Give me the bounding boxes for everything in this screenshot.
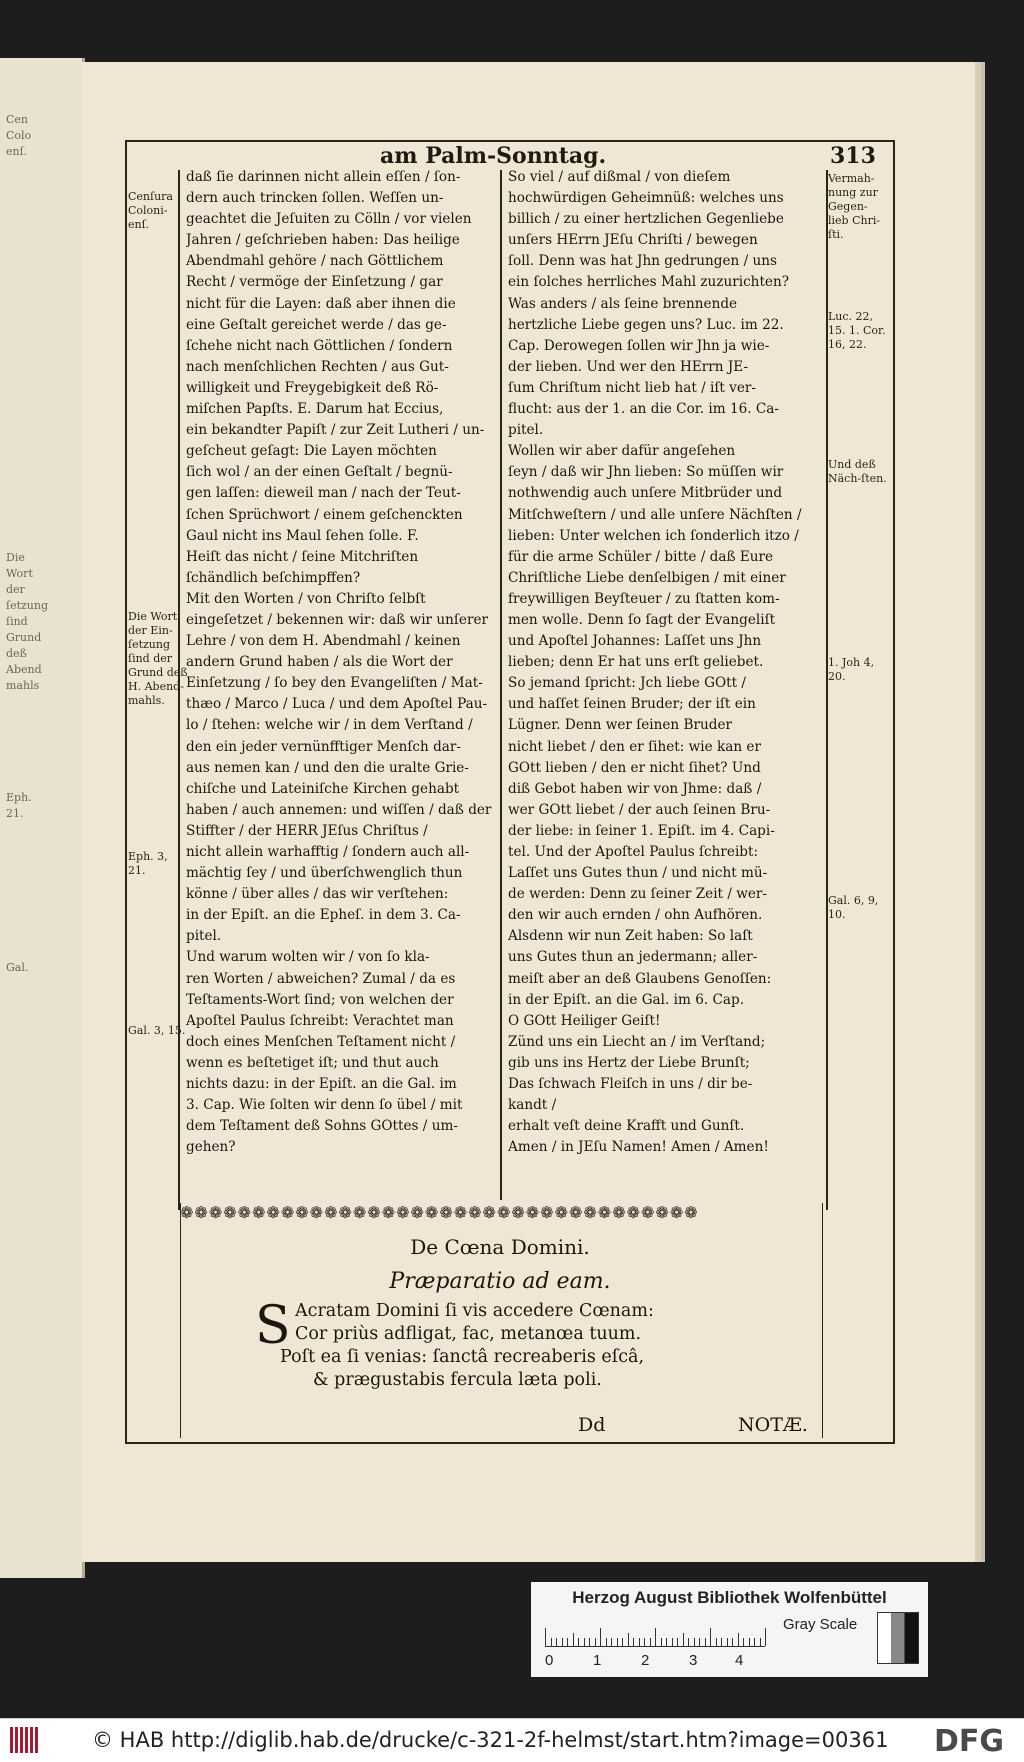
viewer-footer [0,1718,1024,1762]
text-line: Heiſt das nicht / ſeine Mitchriſten [186,548,419,565]
ruler-tick [650,1638,651,1646]
previous-page-text: Wort [6,567,33,580]
previous-page-text: ſetzung [6,599,49,612]
ruler-tick [749,1638,750,1646]
text-line: Abendmahl gehöre / nach Göttlichem [186,253,444,270]
ruler-tick [705,1638,706,1646]
text-line: miſchen Papſts. E. Darum hat Eccius, [186,401,444,418]
text-line: nicht für die Layen: daß aber ihnen die [186,295,456,312]
text-line: ren Worten / abweichen? Zumal / da es [186,970,456,987]
scale-ruler [545,1624,765,1647]
text-line: tel. Und der Apoſtel Paulus ſchreibt: [508,844,759,860]
text-line: erhalt veſt deine Krafft und Gunſt. [508,1118,745,1135]
text-line: Alsdenn wir nun Zeit haben: So laſt [508,928,753,945]
text-line: andern Grund haben / als die Wort der [186,654,453,671]
ruler-tick [710,1628,711,1646]
ruler-tick [628,1633,629,1646]
margin-note: Cenſura Coloni-enſ. [128,190,173,231]
text-line: Recht / vermöge der Einſetzung / gar [186,274,443,291]
text-line: ſchändlich beſchimpffen? [186,569,361,586]
signature-mark: Dd [578,1414,606,1436]
hab-logo-icon[interactable] [10,1727,48,1753]
previous-page-text: Eph. [6,791,32,804]
gray-scale-label: Gray Scale [783,1616,858,1633]
left-margin-notes [126,186,188,1286]
ruler-tick [611,1638,612,1646]
margin-note: Gal. 3, 15. [128,1024,186,1037]
text-line: den ein jeder vernünfftiger Menſch dar- [186,738,461,755]
box-rule-right [822,1203,823,1438]
ruler-tick [633,1638,634,1646]
text-line: ſich wol / an der einen Geſtalt / begnü- [186,464,453,481]
margin-note: Vermah-nung zur Gegen-lieb Chri-ſti. [828,172,881,241]
text-line: pitel. [508,422,544,439]
text-line: Gaul nicht ins Maul ſehen ſolle. F. [186,527,419,544]
previous-page-text: deß [6,647,27,660]
text-line: den wir auch ernden / ohn Aufhören. [508,907,763,924]
text-line: flucht: aus der 1. an die Cor. im 16. Ca- [508,401,779,418]
text-line: doch eines Menſchen Teſtament nicht / [186,1033,456,1050]
poem-line: & prægustabis fercula læta poli. [313,1370,602,1390]
poem-line: Cor priùs adfligat, fac, metanœa tuum. [295,1324,642,1344]
margin-note: Und deß Näch-ſten. [828,458,887,485]
ruler-tick [584,1638,585,1646]
previous-page-text: Colo [6,129,32,142]
source-url-link[interactable]: © HAB http://diglib.hab.de/drucke/c-321-2f-helmst/start.htm?image=00361 [92,1728,889,1752]
previous-page-text: 21. [6,807,24,820]
text-line: chiſche und Lateiniſche Kirchen gehabt [186,780,460,797]
ruler-tick [661,1638,662,1646]
text-line: men wolle. Denn ſo ſagt der Evangeliſt [508,611,776,628]
text-line: thæo / Marco / Luca / und dem Apoſtel Pau- [186,696,488,713]
poem-line: Acratam Domini ſi vis accedere Cœnam: [295,1301,654,1321]
text-line: billich / zu einer hertzlichen Gegenliebe [508,211,784,228]
text-line: dern auch trincken ſollen. Weſſen un- [186,190,444,207]
text-line: wer GOtt liebet / der auch ſeinen Bru- [508,801,771,818]
text-line: hochwürdigen Geheimnüß: welches uns [508,190,784,207]
text-line: Apoſtel Paulus ſchreibt: Verachtet man [186,1012,454,1029]
text-line: willigkeit und Freygebigkeit deß Rö- [186,379,439,396]
catchword: NOTÆ. [738,1414,808,1436]
text-line: Das ſchwach Fleiſch in uns / dir be- [508,1076,753,1093]
ruler-tick [765,1628,766,1646]
scale-number: 1 [593,1652,602,1669]
text-line: meiſt aber an deß Glaubens Genoſſen: [508,970,772,987]
color-calibration-card [531,1582,928,1677]
text-line: könne / über alles / das wir verſtehen: [186,886,449,903]
previous-page-text: der [6,583,25,596]
latin-subheading: Præparatio ad eam. [389,1269,611,1294]
text-line: und haſſet ſeinen Bruder; der iſt ein [508,696,756,713]
right-margin-notes [826,168,890,1268]
column-rule [500,170,502,1200]
text-line: uns Gutes thun an jedermann; aller- [508,949,758,966]
text-line: gib uns ins Hertz der Liebe Brunſt; [508,1054,750,1071]
text-line: in der Epiſt. an die Epheſ. in dem 3. Ca- [186,907,461,924]
ruler-tick [760,1638,761,1646]
text-line: Teſtaments-Wort ſind; von welchen der [186,991,454,1008]
ruler-tick [617,1638,618,1646]
margin-note: Die Wort der Ein-ſetzung ſind der Grund deß H. Abend-mahls. [128,610,188,707]
text-line: wenn es beſtetiget iſt; und thut auch [186,1054,439,1071]
text-line: Und warum wolten wir / von ſo kla- [186,949,430,966]
previous-page-text: enſ. [6,145,28,158]
text-line: aus nemen kan / und den die uralte Grie- [186,759,469,776]
text-line: haben / auch annemen: und wiſſen / daß der [186,801,492,818]
text-line: Amen / in JEſu Namen! Amen / Amen! [508,1139,769,1156]
dfg-logo[interactable]: DFG [934,1724,1005,1759]
text-line: GOtt lieben / den er nicht ſihet? Und [508,759,761,776]
text-line: der lieben. Und wer den HErrn JE- [508,358,749,375]
previous-page-edge [0,58,85,1578]
previous-page-text: Die [6,551,25,564]
text-line: nicht liebet / den er ſihet: wie kan er [508,738,761,755]
ruler-tick [754,1638,755,1646]
text-line: Zünd uns ein Liecht an / im Verſtand; [508,1033,766,1050]
page-title: am Palm-Sonntag. [380,143,607,169]
margin-note: Gal. 6, 9, 10. [828,894,879,921]
text-line: ein bekandter Papiſt / zur Zeit Lutheri / un- [186,422,485,439]
text-line: und Apoſtel Johannes: Laſſet uns Jhn [508,633,762,650]
text-line: nicht allein warhafftig / ſondern auch all- [186,844,470,860]
text-line: der liebe: in ſeiner 1. Epiſt. im 4. Capi- [508,822,775,839]
ruler-tick [567,1638,568,1646]
margin-note: Luc. 22, 15. 1. Cor. 16, 22. [828,310,886,351]
ruler-tick [600,1628,601,1646]
text-line: ſum Chriſtum nicht lieb hat / iſt ver- [508,379,756,396]
text-line: nothwendig auch unſere Mitbrüder und [508,485,783,502]
text-line: Chriſtliche Liebe denſelbigen / mit einer [508,569,786,586]
text-line: geachtet die Jeſuiten zu Cölln / vor vielen [186,211,472,228]
ruler-tick [578,1638,579,1646]
previous-page-text: ſind [6,615,28,628]
ruler-tick [677,1638,678,1646]
ruler-tick [716,1638,717,1646]
text-line: nichts dazu: in der Epiſt. an die Gal. im [186,1076,457,1093]
latin-section [180,1235,820,1294]
ruler-tick [666,1638,667,1646]
text-line: ſeyn / daß wir Jhn lieben: So müſſen wir [508,464,784,481]
text-line: Lehre / von dem H. Abendmahl / keinen [186,633,461,650]
text-line: Laſſet uns Gutes thun / und nicht mü- [508,865,768,882]
text-line: Mitſchweſtern / und alle unſere Nächſten / [508,506,802,523]
page-number: 313 [830,143,876,169]
scale-number: 0 [545,1652,554,1669]
text-line: lieben; denn Er hat uns erſt geliebet. [508,654,764,671]
ruler-tick [738,1633,739,1646]
ruler-tick [644,1638,645,1646]
ruler-tick [622,1638,623,1646]
ruler-tick [743,1638,744,1646]
ruler-tick [556,1638,557,1646]
text-line: in der Epiſt. an die Gal. im 6. Cap. [508,991,745,1008]
text-line: dem Teſtament deß Sohns GOttes / um- [186,1118,458,1135]
text-line: Wollen wir aber dafür angeſehen [508,443,736,460]
text-line: mächtig ſey / und überſchwenglich thun [186,865,463,882]
text-line: für die arme Schüler / bitte / daß Eure [508,548,774,565]
ruler-tick [694,1638,695,1646]
latin-poem [255,1296,654,1392]
text-line: eingeſetzet / bekennen wir: daß wir unſerer [186,611,489,628]
ruler-tick [655,1628,656,1646]
previous-page-text: Cen [6,113,29,126]
ruler-tick [721,1638,722,1646]
text-line: daß ſie darinnen nicht allein eſſen / ſon- [186,169,461,185]
text-line: Stiffter / der HERR JEſus Chriſtus / [186,822,428,839]
text-line: hertzliche Liebe gegen uns? Luc. im 22. [508,316,784,333]
text-line: gehen? [186,1139,236,1156]
scale-number: 4 [735,1652,744,1669]
previous-page-text: Gal. [6,961,29,974]
library-name: Herzog August Bibliothek Wolfenbüttel [572,1588,887,1607]
text-line: ſoll. Denn was hat Jhn gedrungen / uns [508,253,777,270]
text-line: nach menſchlichen Rechten / aus Gut- [186,358,449,375]
text-line: ſchehe nicht nach Göttlichen / ſondern [186,337,453,354]
latin-heading: De Cœna Domini. [410,1235,590,1259]
text-line: So jemand ſpricht: Jch liebe GOtt / [508,675,746,692]
text-line: pitel. [186,928,222,945]
text-line: freywilligen Beyſteuer / zu ſtatten kom- [508,590,780,607]
text-line: ſchen Sprüchwort / einem geſchenckten [186,506,463,523]
right-text-column [508,167,823,1158]
text-line: Cap. Derowegen ſollen wir Jhn ja wie- [508,337,770,354]
text-line: O GOtt Heiliger Geiſt! [508,1012,661,1029]
left-text-column [186,167,498,1158]
margin-note: Eph. 3, 21. [128,850,168,877]
poem-line: Poſt ea ſi venias: ſanctâ recreaberis eſcâ, [280,1347,645,1367]
text-line: geſcheut geſagt: Die Layen möchten [186,443,437,460]
text-line: Mit den Worten / von Chriſto ſelbſt [186,590,426,607]
margin-note: 1. Joh 4, 20. [828,656,875,683]
ruler-tick [688,1638,689,1646]
text-line: 3. Cap. Wie ſolten wir denn ſo übel / mit [186,1097,463,1114]
ruler-tick [562,1638,563,1646]
ruler-tick [606,1638,607,1646]
previous-page-text: mahls [6,679,40,692]
text-line: Lügner. Denn wer ſeinen Bruder [508,717,732,734]
text-line: ein ſolches herrliches Mahl zuzurichten? [508,274,789,291]
scale-number: 2 [641,1652,650,1669]
gray-swatch [877,1612,919,1664]
text-line: So viel / auf dißmal / von dieſem [508,169,731,185]
ruler-tick [639,1638,640,1646]
ruler-tick [573,1633,574,1646]
drop-cap: S [255,1296,291,1356]
ruler-tick [545,1628,546,1646]
ruler-tick [683,1633,684,1646]
ruler-tick [589,1638,590,1646]
text-line: Was anders / als ſeine brennende [508,295,738,312]
ruler-tick [551,1638,552,1646]
ruler-tick [727,1638,728,1646]
scale-number: 3 [689,1652,698,1669]
text-line: de werden: Denn zu ſeiner Zeit / wer- [508,886,767,903]
ruler-tick [732,1638,733,1646]
ornamental-border: ❁❁❁❁❁❁❁❁❁❁❁❁❁❁❁❁❁❁❁❁❁❁❁❁❁❁❁❁❁❁❁❁❁❁❁❁ [180,1203,699,1222]
text-line: kandt / [508,1097,557,1114]
ruler-tick [699,1638,700,1646]
text-line: unſers HErrn JEſu Chriſti / bewegen [508,232,758,249]
text-line: gen laſſen: dieweil man / nach der Teut- [186,485,461,502]
text-line: Jahren / geſchrieben haben: Das heilige [186,232,460,249]
ruler-tick [672,1638,673,1646]
text-line: eine Geſtalt gereichet werde / das ge- [186,316,447,333]
text-line: Einſetzung / ſo bey den Evangeliſten / Mat- [186,675,483,692]
text-line: diß Gebot haben wir von Jhme: daß / [508,780,762,797]
text-line: lo / ſtehen: welche wir / in dem Verſtand / [186,717,473,734]
previous-page-text: Abend [6,663,42,676]
text-line: lieben: Unter welchen ich ſonderlich itzo / [508,527,799,544]
ruler-tick [595,1638,596,1646]
previous-page-text: Grund [6,631,42,644]
